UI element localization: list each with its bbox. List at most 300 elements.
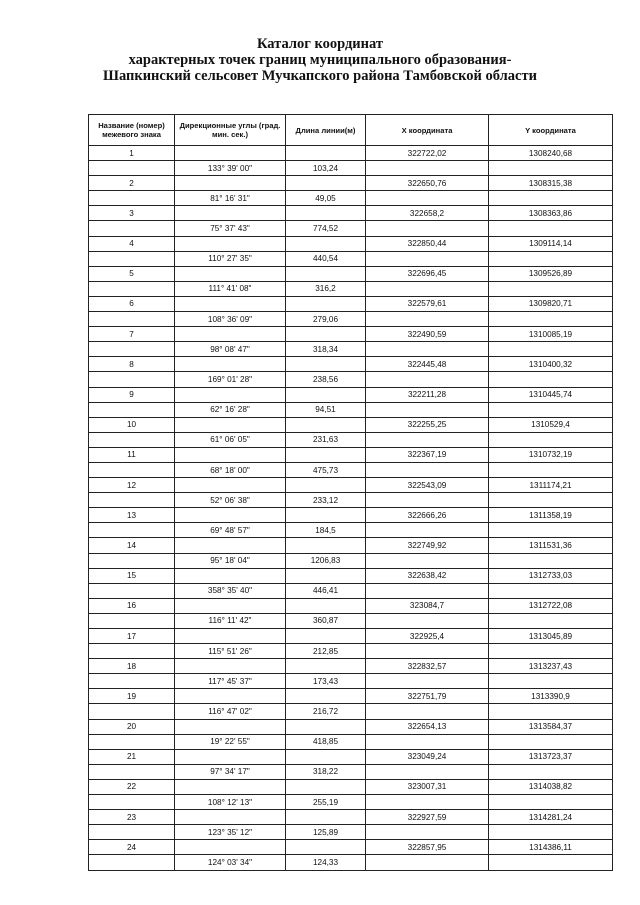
empty-cell	[489, 402, 613, 417]
y-coordinate-cell: 1311531,36	[489, 538, 613, 553]
empty-cell	[366, 221, 489, 236]
x-coordinate-cell: 322749,92	[366, 538, 489, 553]
empty-cell	[489, 855, 613, 870]
point-name-cell: 5	[89, 266, 175, 281]
empty-cell	[89, 613, 175, 628]
empty-cell	[366, 764, 489, 779]
bearing-cell: 108° 36' 09"	[175, 312, 286, 327]
empty-cell	[89, 764, 175, 779]
x-coordinate-cell: 322751,79	[366, 689, 489, 704]
table-row	[89, 236, 613, 251]
bearing-cell: 68° 18' 00"	[175, 462, 286, 477]
empty-cell	[489, 191, 613, 206]
point-name-cell: 23	[89, 810, 175, 825]
point-name-cell: 21	[89, 749, 175, 764]
empty-cell	[489, 583, 613, 598]
length-cell: 418,85	[286, 734, 366, 749]
length-cell: 238,56	[286, 372, 366, 387]
empty-cell	[286, 508, 366, 523]
bearing-cell: 95° 18' 04"	[175, 553, 286, 568]
empty-cell	[175, 146, 286, 161]
empty-cell	[489, 825, 613, 840]
empty-cell	[489, 221, 613, 236]
bearing-cell: 117° 45' 37"	[175, 674, 286, 689]
bearing-cell: 133° 39' 00"	[175, 161, 286, 176]
table-row	[89, 508, 613, 523]
empty-cell	[489, 764, 613, 779]
x-coordinate-cell: 323084,7	[366, 598, 489, 613]
title-line-3: Шапкинский сельсовет Мучкапского района Тамбовской области	[103, 68, 537, 84]
bearing-cell: 111° 41' 08"	[175, 281, 286, 296]
empty-cell	[89, 523, 175, 538]
length-cell: 184,5	[286, 523, 366, 538]
empty-cell	[489, 704, 613, 719]
table-row	[89, 568, 613, 583]
table-row	[89, 402, 613, 417]
empty-cell	[175, 296, 286, 311]
table-row	[89, 146, 613, 161]
empty-cell	[89, 432, 175, 447]
empty-cell	[286, 266, 366, 281]
table-row	[89, 478, 613, 493]
empty-cell	[175, 659, 286, 674]
empty-cell	[489, 674, 613, 689]
table-row	[89, 598, 613, 613]
table-row	[89, 855, 613, 870]
bearing-cell: 61° 06' 05"	[175, 432, 286, 447]
empty-cell	[286, 810, 366, 825]
x-coordinate-cell: 322490,59	[366, 327, 489, 342]
bearing-cell: 116° 47' 02"	[175, 704, 286, 719]
y-coordinate-cell: 1312733,03	[489, 568, 613, 583]
empty-cell	[366, 281, 489, 296]
x-coordinate-cell: 322832,57	[366, 659, 489, 674]
table-row	[89, 719, 613, 734]
empty-cell	[366, 402, 489, 417]
length-cell: 216,72	[286, 704, 366, 719]
bearing-cell: 62° 16' 28"	[175, 402, 286, 417]
empty-cell	[286, 659, 366, 674]
header-length: Длина линии(м)	[286, 115, 366, 146]
empty-cell	[175, 810, 286, 825]
empty-cell	[175, 417, 286, 432]
empty-cell	[89, 312, 175, 327]
y-coordinate-cell: 1308363,86	[489, 206, 613, 221]
empty-cell	[366, 342, 489, 357]
bearing-cell: 115° 51' 26"	[175, 644, 286, 659]
title-line-2: характерных точек границ муниципального образования-	[128, 52, 512, 68]
empty-cell	[89, 674, 175, 689]
y-coordinate-cell: 1310529,4	[489, 417, 613, 432]
x-coordinate-cell: 322638,42	[366, 568, 489, 583]
length-cell: 774,52	[286, 221, 366, 236]
empty-cell	[89, 795, 175, 810]
table-row	[89, 840, 613, 855]
empty-cell	[286, 840, 366, 855]
y-coordinate-cell: 1314386,11	[489, 840, 613, 855]
table-row	[89, 795, 613, 810]
bearing-cell: 358° 35' 40"	[175, 583, 286, 598]
x-coordinate-cell: 322666,26	[366, 508, 489, 523]
point-name-cell: 8	[89, 357, 175, 372]
length-cell: 279,06	[286, 312, 366, 327]
bearing-cell: 110° 27' 35"	[175, 251, 286, 266]
bearing-cell: 97° 34' 17"	[175, 764, 286, 779]
empty-cell	[286, 236, 366, 251]
length-cell: 360,87	[286, 613, 366, 628]
empty-cell	[366, 251, 489, 266]
y-coordinate-cell: 1311358,19	[489, 508, 613, 523]
length-cell: 316,2	[286, 281, 366, 296]
table-row	[89, 251, 613, 266]
table-row	[89, 387, 613, 402]
table-row	[89, 417, 613, 432]
empty-cell	[175, 236, 286, 251]
bearing-cell: 19° 22' 55"	[175, 734, 286, 749]
table-row	[89, 538, 613, 553]
x-coordinate-cell: 322367,19	[366, 447, 489, 462]
x-coordinate-cell: 323049,24	[366, 749, 489, 764]
table-row	[89, 191, 613, 206]
empty-cell	[489, 372, 613, 387]
length-cell: 103,24	[286, 161, 366, 176]
table-row	[89, 221, 613, 236]
x-coordinate-cell: 322696,45	[366, 266, 489, 281]
empty-cell	[366, 795, 489, 810]
table-row	[89, 206, 613, 221]
table-row	[89, 734, 613, 749]
length-cell: 318,22	[286, 764, 366, 779]
empty-cell	[286, 176, 366, 191]
length-cell: 255,19	[286, 795, 366, 810]
point-name-cell: 20	[89, 719, 175, 734]
x-coordinate-cell: 322650,76	[366, 176, 489, 191]
length-cell: 446,41	[286, 583, 366, 598]
empty-cell	[366, 523, 489, 538]
empty-cell	[89, 251, 175, 266]
empty-cell	[489, 493, 613, 508]
point-name-cell: 18	[89, 659, 175, 674]
table-row	[89, 629, 613, 644]
empty-cell	[366, 674, 489, 689]
empty-cell	[286, 629, 366, 644]
empty-cell	[89, 704, 175, 719]
point-name-cell: 7	[89, 327, 175, 342]
empty-cell	[286, 206, 366, 221]
y-coordinate-cell: 1313723,37	[489, 749, 613, 764]
empty-cell	[366, 372, 489, 387]
empty-cell	[175, 629, 286, 644]
empty-cell	[366, 553, 489, 568]
empty-cell	[89, 372, 175, 387]
table-row	[89, 764, 613, 779]
empty-cell	[286, 779, 366, 794]
empty-cell	[286, 538, 366, 553]
empty-cell	[286, 387, 366, 402]
empty-cell	[489, 251, 613, 266]
empty-cell	[366, 734, 489, 749]
table-row	[89, 462, 613, 477]
empty-cell	[366, 583, 489, 598]
empty-cell	[89, 221, 175, 236]
empty-cell	[286, 146, 366, 161]
y-coordinate-cell: 1308315,38	[489, 176, 613, 191]
point-name-cell: 10	[89, 417, 175, 432]
empty-cell	[366, 432, 489, 447]
empty-cell	[175, 266, 286, 281]
point-name-cell: 24	[89, 840, 175, 855]
point-name-cell: 1	[89, 146, 175, 161]
x-coordinate-cell: 322722,02	[366, 146, 489, 161]
empty-cell	[89, 342, 175, 357]
bearing-cell: 123° 35' 12"	[175, 825, 286, 840]
empty-cell	[366, 704, 489, 719]
empty-cell	[175, 357, 286, 372]
empty-cell	[89, 462, 175, 477]
empty-cell	[489, 432, 613, 447]
empty-cell	[175, 508, 286, 523]
empty-cell	[175, 176, 286, 191]
empty-cell	[89, 161, 175, 176]
y-coordinate-cell: 1310732,19	[489, 447, 613, 462]
empty-cell	[286, 296, 366, 311]
coordinate-table	[88, 114, 613, 871]
table-row	[89, 613, 613, 628]
empty-cell	[89, 825, 175, 840]
table-row	[89, 825, 613, 840]
empty-cell	[489, 734, 613, 749]
empty-cell	[489, 795, 613, 810]
table-row	[89, 583, 613, 598]
y-coordinate-cell: 1309526,89	[489, 266, 613, 281]
point-name-cell: 22	[89, 779, 175, 794]
empty-cell	[175, 327, 286, 342]
empty-cell	[89, 855, 175, 870]
x-coordinate-cell: 322211,28	[366, 387, 489, 402]
header-bearing: Дирекционные углы (град. мин. сек.)	[175, 115, 286, 146]
y-coordinate-cell: 1310085,19	[489, 327, 613, 342]
length-cell: 124,33	[286, 855, 366, 870]
table-row	[89, 281, 613, 296]
table-row	[89, 327, 613, 342]
empty-cell	[175, 598, 286, 613]
empty-cell	[286, 719, 366, 734]
table-row	[89, 372, 613, 387]
table-row	[89, 161, 613, 176]
empty-cell	[366, 462, 489, 477]
empty-cell	[366, 312, 489, 327]
y-coordinate-cell: 1310445,74	[489, 387, 613, 402]
empty-cell	[175, 568, 286, 583]
point-name-cell: 16	[89, 598, 175, 613]
table-row	[89, 342, 613, 357]
table-row	[89, 432, 613, 447]
x-coordinate-cell: 322543,09	[366, 478, 489, 493]
empty-cell	[366, 644, 489, 659]
empty-cell	[366, 613, 489, 628]
empty-cell	[89, 553, 175, 568]
empty-cell	[89, 734, 175, 749]
empty-cell	[286, 598, 366, 613]
empty-cell	[89, 493, 175, 508]
empty-cell	[489, 553, 613, 568]
empty-cell	[286, 357, 366, 372]
length-cell: 475,73	[286, 462, 366, 477]
point-name-cell: 14	[89, 538, 175, 553]
empty-cell	[175, 206, 286, 221]
table-row	[89, 749, 613, 764]
empty-cell	[489, 462, 613, 477]
length-cell: 94,51	[286, 402, 366, 417]
x-coordinate-cell: 322857,95	[366, 840, 489, 855]
y-coordinate-cell: 1313237,43	[489, 659, 613, 674]
empty-cell	[89, 191, 175, 206]
empty-cell	[175, 538, 286, 553]
x-coordinate-cell: 322654,13	[366, 719, 489, 734]
table-row	[89, 659, 613, 674]
table-row	[89, 644, 613, 659]
table-row	[89, 553, 613, 568]
x-coordinate-cell: 322445,48	[366, 357, 489, 372]
length-cell: 1206,83	[286, 553, 366, 568]
x-coordinate-cell: 322255,25	[366, 417, 489, 432]
table-row	[89, 447, 613, 462]
empty-cell	[175, 387, 286, 402]
y-coordinate-cell: 1314281,24	[489, 810, 613, 825]
y-coordinate-cell: 1312722,08	[489, 598, 613, 613]
point-name-cell: 13	[89, 508, 175, 523]
table-row	[89, 779, 613, 794]
length-cell: 212,85	[286, 644, 366, 659]
header-x: X координата	[366, 115, 489, 146]
length-cell: 173,43	[286, 674, 366, 689]
y-coordinate-cell: 1310400,32	[489, 357, 613, 372]
empty-cell	[489, 613, 613, 628]
point-name-cell: 12	[89, 478, 175, 493]
table-header-row	[89, 115, 613, 146]
document-title	[0, 36, 640, 84]
empty-cell	[175, 719, 286, 734]
table-body	[89, 146, 613, 871]
point-name-cell: 19	[89, 689, 175, 704]
empty-cell	[175, 478, 286, 493]
length-cell: 233,12	[286, 493, 366, 508]
empty-cell	[89, 644, 175, 659]
point-name-cell: 11	[89, 447, 175, 462]
point-name-cell: 15	[89, 568, 175, 583]
y-coordinate-cell: 1313584,37	[489, 719, 613, 734]
table-row	[89, 357, 613, 372]
table-row	[89, 523, 613, 538]
point-name-cell: 6	[89, 296, 175, 311]
bearing-cell: 108° 12' 13"	[175, 795, 286, 810]
empty-cell	[489, 281, 613, 296]
empty-cell	[489, 342, 613, 357]
empty-cell	[286, 447, 366, 462]
empty-cell	[366, 493, 489, 508]
y-coordinate-cell: 1314038,82	[489, 779, 613, 794]
table-row	[89, 810, 613, 825]
bearing-cell: 124° 03' 34"	[175, 855, 286, 870]
empty-cell	[89, 583, 175, 598]
y-coordinate-cell: 1313045,89	[489, 629, 613, 644]
empty-cell	[489, 312, 613, 327]
y-coordinate-cell: 1309114,14	[489, 236, 613, 251]
point-name-cell: 9	[89, 387, 175, 402]
length-cell: 231,63	[286, 432, 366, 447]
empty-cell	[366, 825, 489, 840]
table-row	[89, 674, 613, 689]
table-row	[89, 689, 613, 704]
y-coordinate-cell: 1309820,71	[489, 296, 613, 311]
empty-cell	[89, 281, 175, 296]
empty-cell	[175, 779, 286, 794]
x-coordinate-cell: 322658,2	[366, 206, 489, 221]
length-cell: 440,54	[286, 251, 366, 266]
empty-cell	[489, 523, 613, 538]
bearing-cell: 116° 11' 42"	[175, 613, 286, 628]
x-coordinate-cell: 322927,59	[366, 810, 489, 825]
empty-cell	[489, 644, 613, 659]
table-row	[89, 312, 613, 327]
table-row	[89, 704, 613, 719]
point-name-cell: 2	[89, 176, 175, 191]
header-y: Y координата	[489, 115, 613, 146]
bearing-cell: 169° 01' 28"	[175, 372, 286, 387]
empty-cell	[175, 749, 286, 764]
empty-cell	[89, 402, 175, 417]
point-name-cell: 17	[89, 629, 175, 644]
bearing-cell: 52° 06' 38"	[175, 493, 286, 508]
empty-cell	[489, 161, 613, 176]
y-coordinate-cell: 1313390,9	[489, 689, 613, 704]
empty-cell	[366, 855, 489, 870]
x-coordinate-cell: 323007,31	[366, 779, 489, 794]
table-row	[89, 296, 613, 311]
table-row	[89, 176, 613, 191]
empty-cell	[175, 840, 286, 855]
title-line-1: Каталог координат	[256, 36, 384, 52]
table-row	[89, 266, 613, 281]
empty-cell	[286, 327, 366, 342]
empty-cell	[286, 568, 366, 583]
bearing-cell: 81° 16' 31"	[175, 191, 286, 206]
length-cell: 49,05	[286, 191, 366, 206]
x-coordinate-cell: 322850,44	[366, 236, 489, 251]
bearing-cell: 98° 08' 47"	[175, 342, 286, 357]
empty-cell	[366, 161, 489, 176]
point-name-cell: 3	[89, 206, 175, 221]
length-cell: 318,34	[286, 342, 366, 357]
empty-cell	[175, 447, 286, 462]
empty-cell	[366, 191, 489, 206]
length-cell: 125,89	[286, 825, 366, 840]
y-coordinate-cell: 1308240,68	[489, 146, 613, 161]
bearing-cell: 75° 37' 43"	[175, 221, 286, 236]
bearing-cell: 69° 48' 57"	[175, 523, 286, 538]
empty-cell	[286, 689, 366, 704]
x-coordinate-cell: 322579,61	[366, 296, 489, 311]
empty-cell	[286, 417, 366, 432]
table-row	[89, 493, 613, 508]
x-coordinate-cell: 322925,4	[366, 629, 489, 644]
header-point-name: Название (номер) межевого знака	[89, 115, 175, 146]
empty-cell	[175, 689, 286, 704]
point-name-cell: 4	[89, 236, 175, 251]
empty-cell	[286, 478, 366, 493]
y-coordinate-cell: 1311174,21	[489, 478, 613, 493]
empty-cell	[286, 749, 366, 764]
